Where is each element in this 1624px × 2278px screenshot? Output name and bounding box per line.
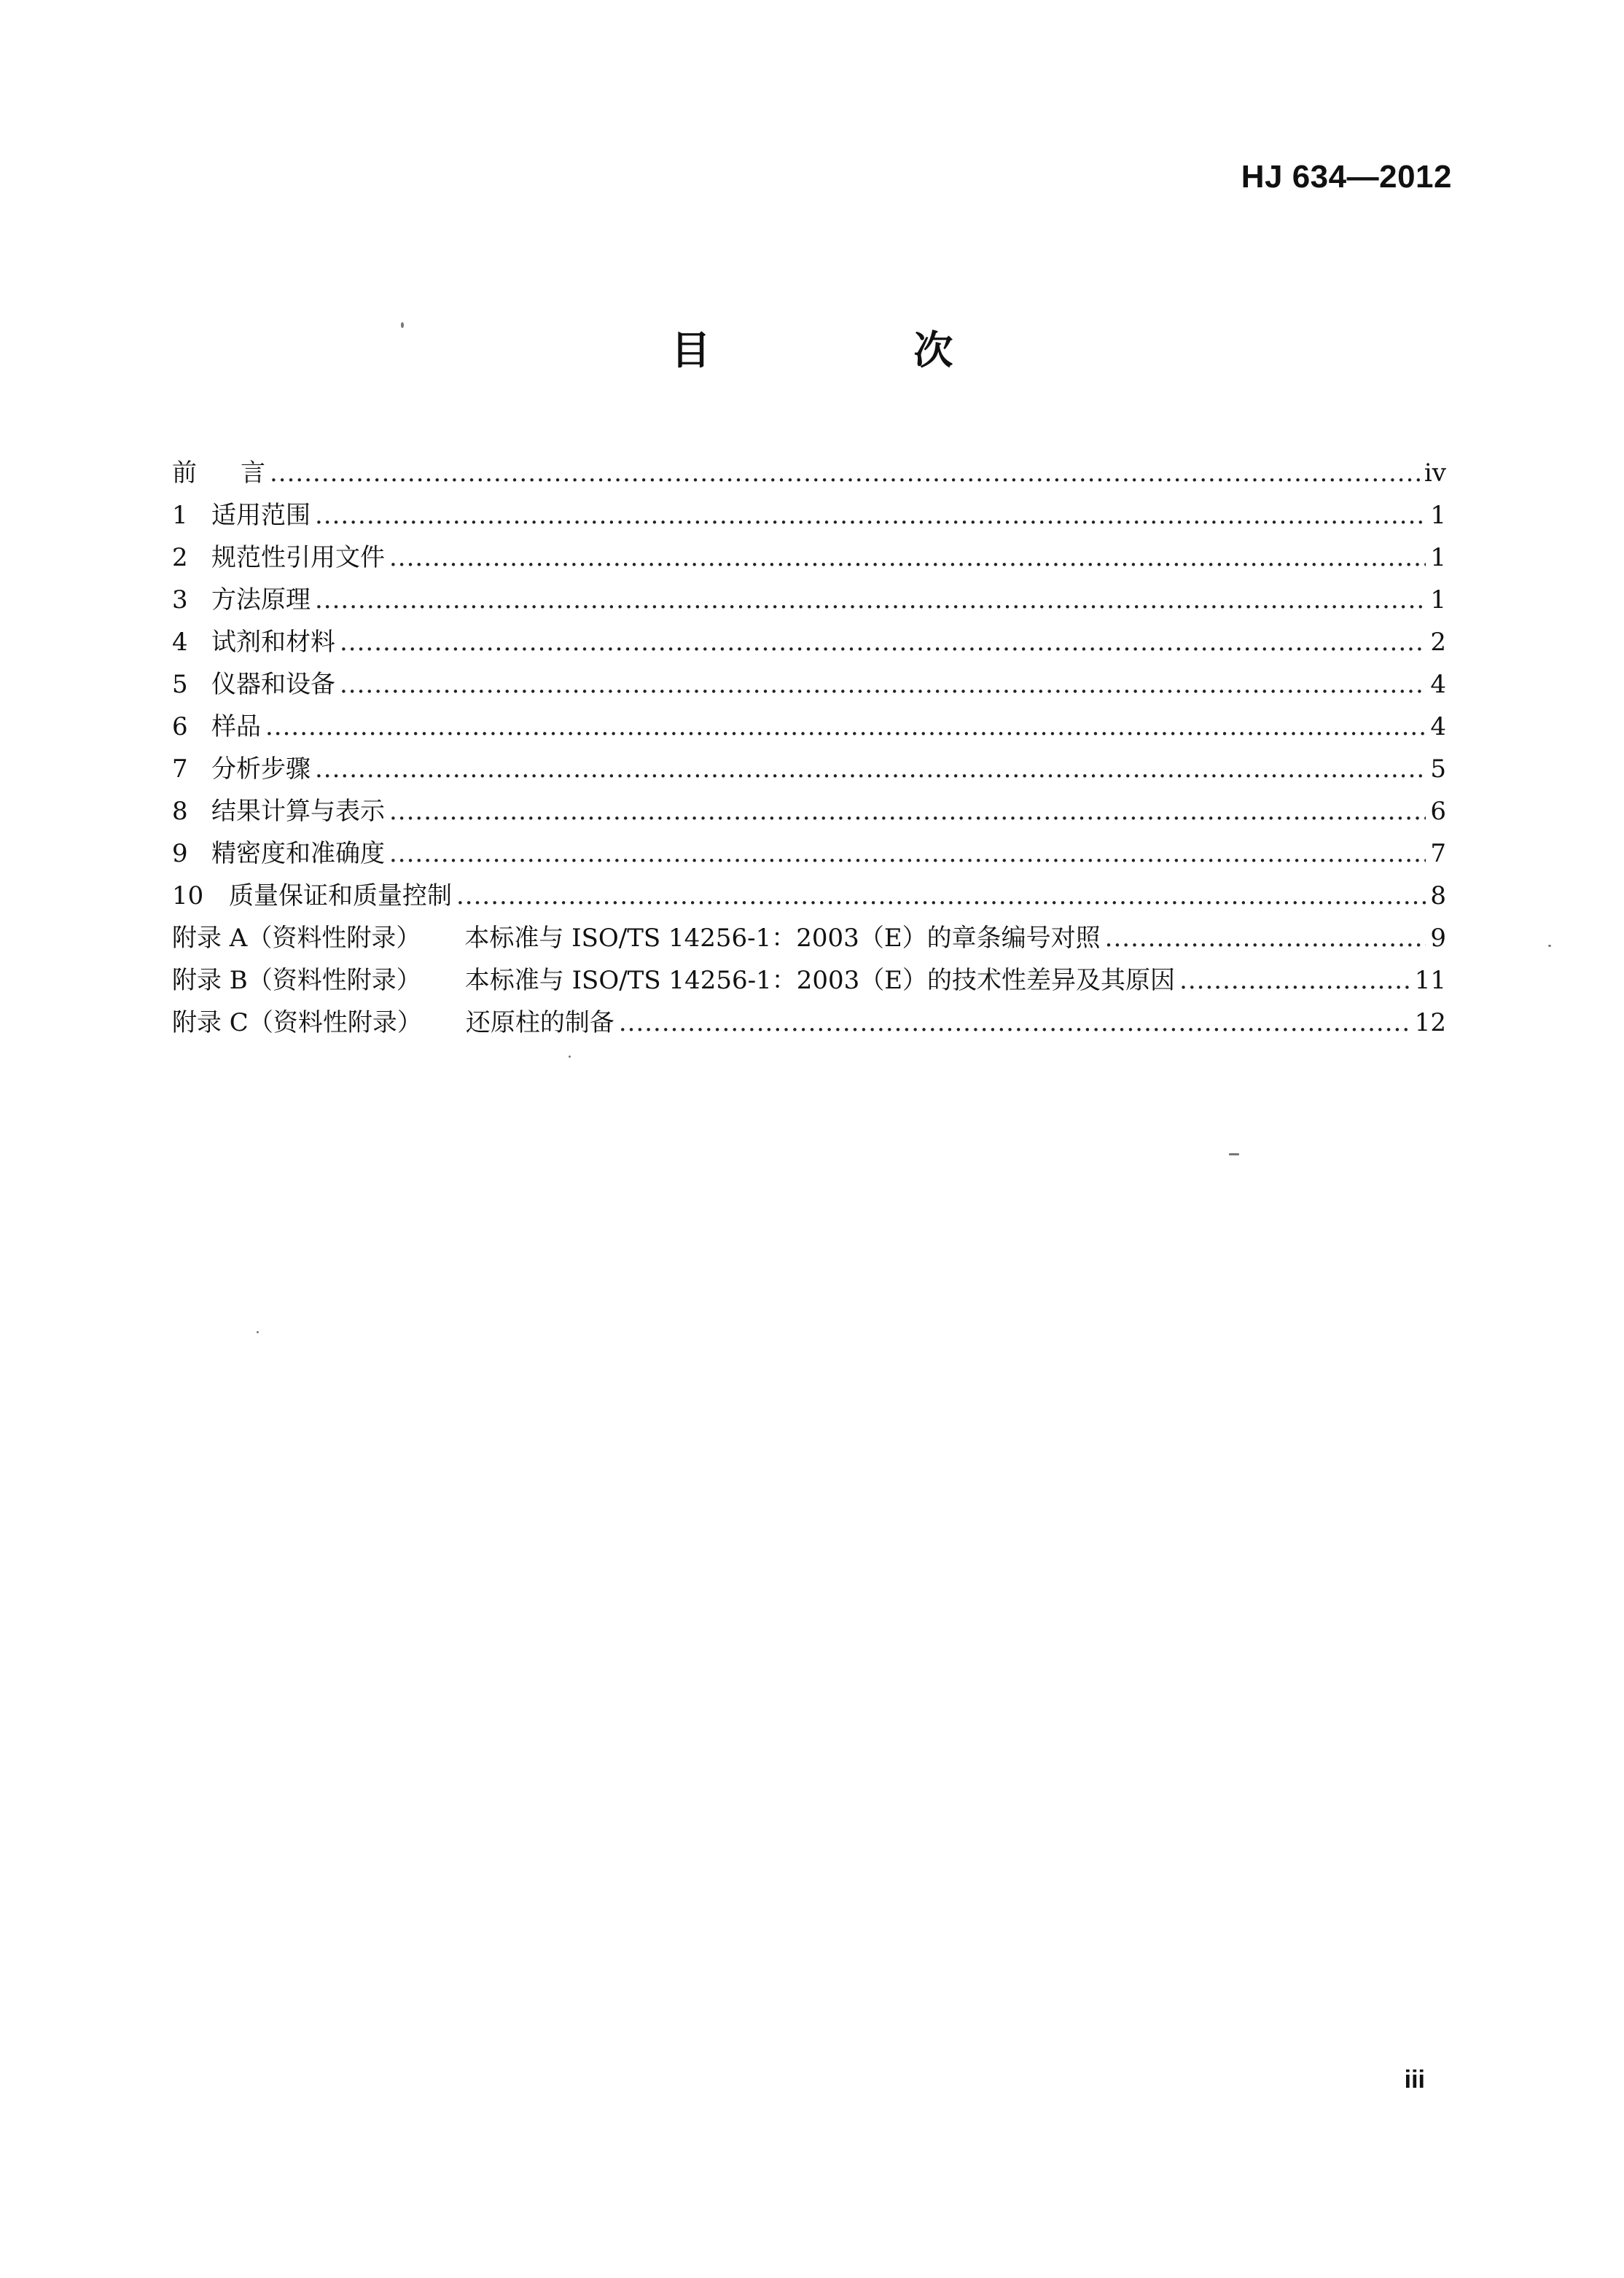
toc-entry-appendix-b[interactable] [172,959,1446,1002]
toc-entry-page: 8 [1430,881,1446,910]
toc-entry-8[interactable] [172,790,1446,832]
table-of-contents [172,452,1446,1044]
toc-entry-page: 4 [1430,712,1446,741]
toc-entry-description: 本标准与 ISO/TS 14256-1：2003（E）的章条编号对照 [464,924,1101,953]
page-title: 目 次 [671,327,1048,373]
toc-entry-10[interactable] [172,875,1446,917]
toc-entry-number: 1 [172,501,188,530]
dot-leader [389,832,1426,875]
toc-entry-label: 精密度和准确度 [211,839,385,868]
dot-leader [315,748,1426,790]
toc-entry-number: 7 [172,754,188,784]
toc-entry-3[interactable] [172,579,1446,621]
toc-entry-label: 方法原理 [211,585,311,615]
toc-entry-page: 7 [1430,839,1446,868]
toc-entry-description: 还原柱的制备 [465,1008,614,1037]
dot-leader [456,875,1426,917]
scan-speck [257,1331,259,1333]
dot-leader [1179,959,1410,1002]
toc-entry-number: 6 [172,712,188,741]
toc-entry-page: 11 [1414,966,1446,995]
toc-entry-number: 9 [172,839,188,868]
toc-entry-label: 附录 C（资料性附录） [172,1008,422,1037]
toc-entry-appendix-c[interactable] [172,1002,1446,1044]
toc-entry-description: 本标准与 ISO/TS 14256-1：2003（E）的技术性差异及其原因 [464,966,1176,995]
toc-entry-label: 质量保证和质量控制 [229,881,452,910]
toc-entry-number: 2 [172,543,188,572]
toc-entry-number: 8 [172,797,188,826]
toc-entry-number: 5 [172,670,188,699]
toc-entry-label: 结果计算与表示 [211,797,385,826]
toc-entry-label: 附录 B（资料性附录） [172,966,421,995]
toc-entry-label: 适用范围 [211,501,311,530]
scan-speck [401,322,404,328]
toc-entry-4[interactable] [172,621,1446,663]
dot-leader [315,579,1426,621]
dot-leader [389,537,1426,579]
scan-speck [1229,1153,1239,1155]
toc-entry-label: 仪器和设备 [211,670,335,699]
toc-entry-1[interactable] [172,494,1446,537]
standard-code: HJ 634—2012 [1241,159,1452,195]
toc-entry-9[interactable] [172,832,1446,875]
dot-leader [270,452,1420,494]
dot-leader [340,663,1426,706]
toc-entry-6[interactable] [172,706,1446,748]
toc-entry-label: 分析步骤 [211,754,311,784]
toc-entry-page: iv [1424,459,1446,488]
dot-leader [619,1002,1410,1044]
toc-entry-page: 1 [1430,585,1446,615]
toc-entry-page: 1 [1430,543,1446,572]
toc-entry-label: 规范性引用文件 [211,543,385,572]
toc-entry-foreword[interactable] [172,452,1446,494]
dot-leader [315,494,1426,537]
dot-leader [389,790,1426,832]
toc-entry-label: 样品 [211,712,261,741]
page-number: iii [1404,2066,1425,2094]
dot-leader [265,706,1426,748]
toc-entry-page: 5 [1430,754,1446,784]
toc-entry-appendix-a[interactable] [172,917,1446,959]
toc-entry-page: 9 [1430,924,1446,953]
toc-entry-label: 试剂和材料 [211,628,335,657]
scan-speck [569,1056,571,1058]
toc-entry-2[interactable] [172,537,1446,579]
toc-entry-page: 6 [1430,797,1446,826]
toc-entry-page: 4 [1430,670,1446,699]
toc-entry-5[interactable] [172,663,1446,706]
toc-entry-label: 前 言 [172,459,265,488]
dot-leader [1105,917,1426,959]
toc-entry-page: 1 [1430,501,1446,530]
dot-leader [340,621,1426,663]
toc-entry-page: 12 [1414,1008,1446,1037]
toc-entry-number: 4 [172,628,188,657]
toc-entry-number: 3 [172,585,188,615]
toc-entry-label: 附录 A（资料性附录） [172,924,421,953]
toc-entry-7[interactable] [172,748,1446,790]
toc-entry-number: 10 [172,881,204,910]
scan-speck [1548,945,1551,947]
toc-entry-page: 2 [1430,628,1446,657]
